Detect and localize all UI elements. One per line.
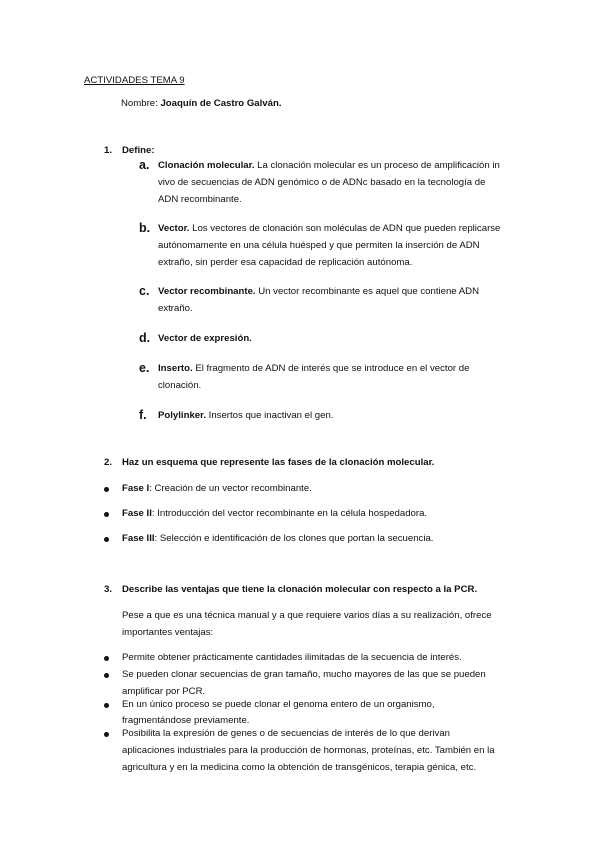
bullet-icon (104, 673, 109, 678)
item-e-letter: e. (139, 361, 150, 375)
phase-3-label: Fase III (122, 533, 155, 544)
item-c-text-1: Un vector recombinante es aquel que contiene ADN (258, 286, 480, 297)
item-b-letter: b. (139, 221, 151, 235)
bullet-icon (104, 537, 109, 542)
item-e-term: Inserto. (158, 363, 193, 374)
phase-2-label: Fase II (122, 508, 152, 519)
phase-1 (122, 483, 312, 495)
item-b-line-1 (158, 223, 500, 235)
phase-1-label: Fase I (122, 483, 150, 494)
name-label: Nombre: (121, 98, 158, 109)
section-2-number: 2. (104, 457, 113, 468)
item-d-letter: d. (139, 331, 151, 345)
item-f-line-1 (158, 410, 333, 422)
item-a-line-2: vivo de secuencias de ADN genómico o de ADNc basado en la tecnología de (158, 177, 486, 188)
item-c-term: Vector recombinante. (158, 286, 256, 297)
section-3-number: 3. (104, 584, 113, 595)
item-c-line-2: extraño. (158, 303, 193, 314)
advantage-3-line-1: En un único proceso se puede clonar el genoma entero de un organismo, (122, 699, 435, 710)
section-1-number: 1. (104, 145, 113, 156)
item-e-line-1 (158, 363, 469, 375)
advantage-4-line-2: aplicaciones industriales para la producción de hormonas, proteínas, etc. También en la (122, 745, 495, 756)
advantage-2-line-2: amplificar por PCR. (122, 686, 206, 697)
item-f-text-1: Insertos que inactivan el gen. (208, 410, 334, 421)
item-d-line-1 (158, 333, 252, 345)
intro-line-2: importantes ventajas: (122, 627, 214, 638)
section-1-heading: Define: (122, 145, 155, 156)
name-value: Joaquín de Castro Galván. (160, 98, 282, 109)
phase-3-text: : Selección e identificación de los clones que portan la secuencia. (154, 533, 434, 544)
item-c-line-1 (158, 286, 479, 298)
item-f-letter: f. (139, 408, 147, 422)
item-e-text-1: El fragmento de ADN de interés que se introduce en el vector de (192, 363, 470, 374)
bullet-icon (104, 656, 109, 661)
bullet-icon (104, 732, 109, 737)
item-b-term: Vector. (158, 223, 190, 234)
advantage-4-line-3: agricultura y en la medicina como la obtención de transgénicos, terapia génica, etc. (122, 762, 477, 773)
phase-2-text: : Introducción del vector recombinante en la célula hospedadora. (151, 508, 428, 519)
student-name-line (121, 98, 282, 110)
item-f-term: Polylinker. (158, 410, 206, 421)
advantage-3-line-2: fragmentándose previamente. (122, 715, 250, 726)
item-a-line-3: ADN recombinante. (158, 194, 242, 205)
item-a-line-1 (158, 160, 500, 172)
item-a-letter: a. (139, 158, 150, 172)
phase-2 (122, 508, 427, 520)
bullet-icon (104, 512, 109, 517)
item-b-text-1: Los vectores de clonación son moléculas de ADN que pueden replicarse (192, 223, 501, 234)
phase-3 (122, 533, 433, 545)
item-a-term: Clonación molecular. (158, 160, 255, 171)
document-title: ACTIVIDADES TEMA 9 (84, 75, 185, 86)
item-d-term: Vector de expresión. (158, 333, 252, 344)
item-b-line-3: extraño, sin perder esa capacidad de replicación autónoma. (158, 257, 413, 268)
section-3-heading: Describe las ventajas que tiene la clonación molecular con respecto a la PCR. (122, 584, 478, 595)
bullet-icon (104, 703, 109, 708)
item-e-line-2: clonación. (158, 380, 202, 391)
phase-1-text: : Creación de un vector recombinante. (149, 483, 312, 494)
intro-line-1: Pese a que es una técnica manual y a que requiere varios días a su realización, ofrece (122, 610, 492, 621)
item-c-letter: c. (139, 284, 150, 298)
item-a-text-1: La clonación molecular es un proceso de amplificación in (257, 160, 500, 171)
advantage-2-line-1: Se pueden clonar secuencias de gran tamaño, mucho mayores de las que se pueden (122, 669, 486, 680)
advantage-4-line-1: Posibilita la expresión de genes o de secuencias de interés de lo que derivan (122, 728, 451, 739)
item-b-line-2: autónomamente en una célula huésped y que permiten la inserción de ADN (158, 240, 480, 251)
section-2-heading: Haz un esquema que represente las fases de la clonación molecular. (122, 457, 435, 468)
advantage-1-line-1: Permite obtener prácticamente cantidades ilimitadas de la secuencia de interés. (122, 652, 462, 663)
bullet-icon (104, 487, 109, 492)
